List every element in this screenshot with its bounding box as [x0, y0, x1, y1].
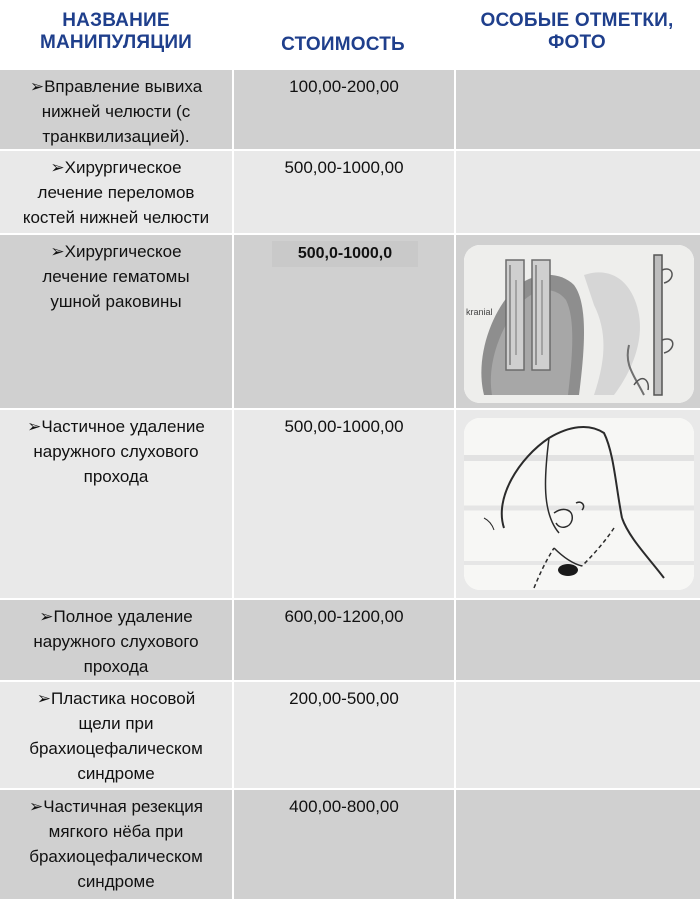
price-value: 500,00-1000,00: [284, 158, 404, 177]
table-row: [0, 680, 700, 790]
table-row: [0, 68, 700, 151]
notes-cell: [454, 790, 700, 899]
ear-canal-diagram: [464, 418, 694, 590]
price-cell: [232, 235, 454, 410]
table-row: [0, 149, 700, 235]
price-value: 100,00-200,00: [289, 77, 399, 96]
header-name: НАЗВАНИЕ МАНИПУЛЯЦИИ: [39, 10, 193, 53]
header-notes: ОСОБЫЕ ОТМЕТКИ, ФОТО: [480, 10, 674, 53]
notes-cell: [454, 70, 700, 151]
procedure-name: ➢Хирургическое лечение гематомы ушной раковины: [42, 242, 190, 311]
procedure-name-cell: [0, 70, 232, 151]
table-row: [0, 408, 700, 600]
notes-cell: [454, 410, 700, 600]
procedure-name: ➢Полное удаление наружного слухового прохода: [33, 607, 199, 676]
price-value: 600,00-1200,00: [284, 607, 404, 626]
notes-cell: [454, 600, 700, 682]
procedure-name: ➢Частичное удаление наружного слухового прохода: [27, 417, 205, 486]
procedure-name-cell: [0, 235, 232, 410]
procedure-name: ➢Частичная резекция мягкого нёба при брахиоцефалическом синдроме: [29, 797, 203, 891]
procedure-name-cell: [0, 600, 232, 682]
price-cell: [232, 410, 454, 600]
price-value: 500,00-1000,00: [284, 417, 404, 436]
price-value-highlighted: 500,0-1000,0: [272, 241, 418, 267]
price-cell: [232, 790, 454, 899]
procedure-name-cell: [0, 682, 232, 790]
notes-cell: [454, 682, 700, 790]
notes-cell: [454, 235, 700, 410]
procedure-name-cell: [0, 151, 232, 235]
procedure-name: ➢Пластика носовой щели при брахиоцефалическом синдроме: [29, 689, 203, 783]
price-value: 400,00-800,00: [289, 797, 399, 816]
price-value: 200,00-500,00: [289, 689, 399, 708]
ear-hematoma-photo: [464, 245, 694, 403]
procedure-name-cell: [0, 410, 232, 600]
price-cell: [232, 70, 454, 151]
notes-cell: [454, 151, 700, 235]
table-row: [0, 788, 700, 899]
photo-label: kranial: [466, 307, 493, 317]
price-cell: [232, 600, 454, 682]
procedure-name: ➢Хирургическое лечение переломов костей нижней челюсти: [22, 158, 210, 227]
table-row: [0, 598, 700, 682]
procedure-name: ➢Вправление вывиха нижней челюсти (с транквилизацией).: [29, 77, 203, 146]
procedure-name-cell: [0, 790, 232, 899]
price-cell: [232, 151, 454, 235]
header-price: СТОИМОСТЬ: [281, 34, 405, 55]
table-row: [0, 233, 700, 410]
price-cell: [232, 682, 454, 790]
table-header: [0, 0, 700, 68]
